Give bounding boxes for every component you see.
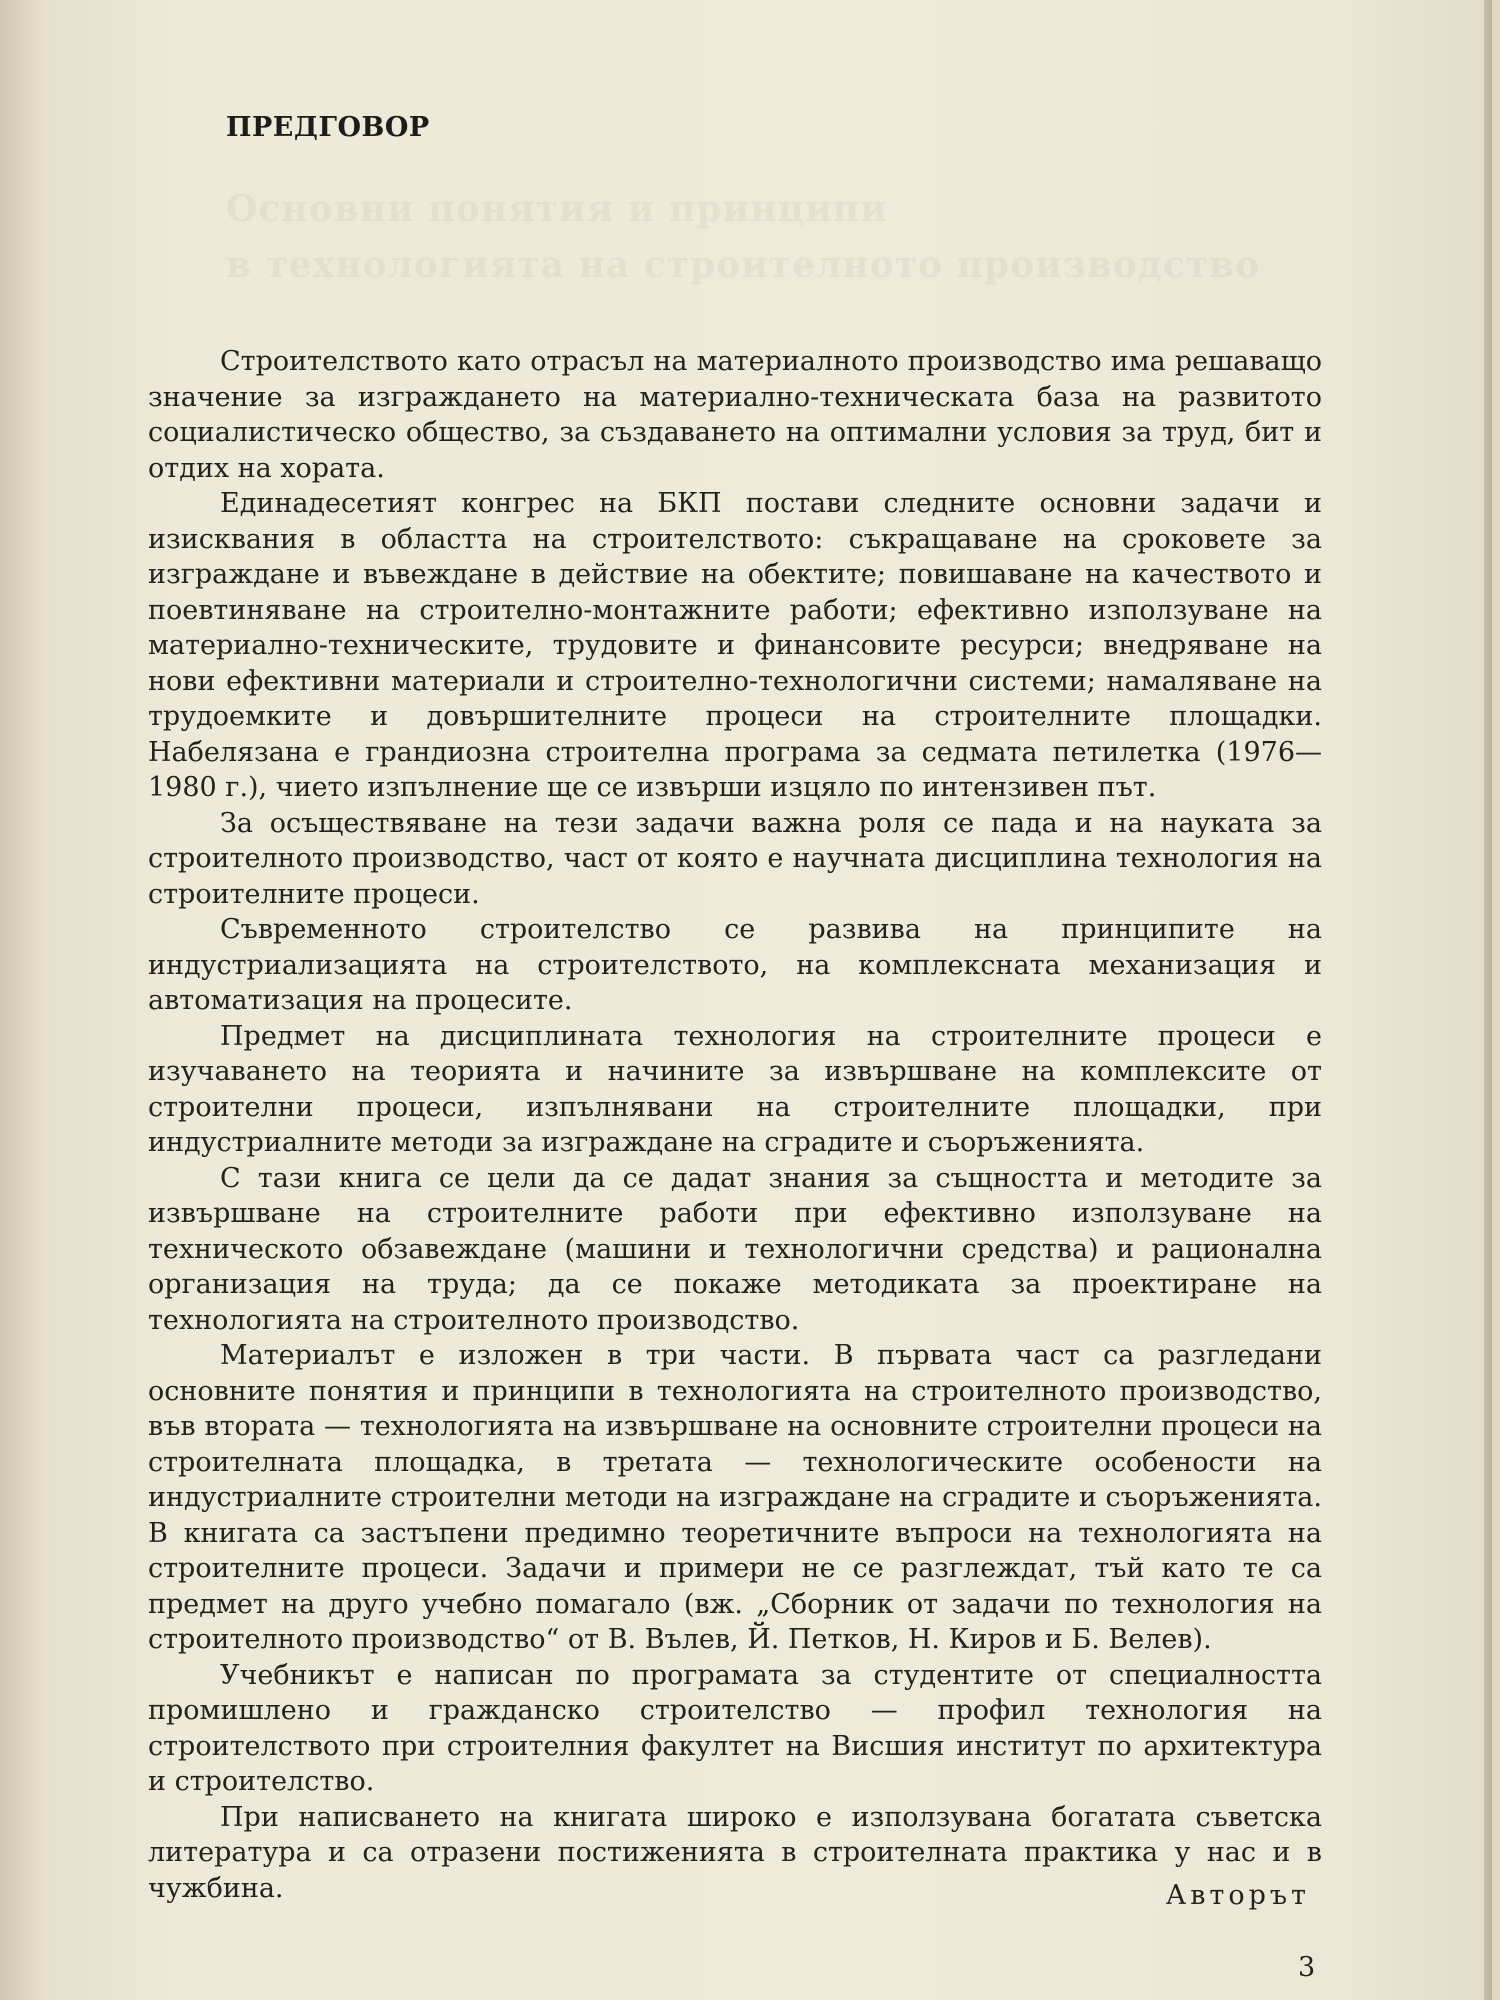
page-title: ПРЕДГОВОР [226, 112, 430, 143]
paragraph: Материалът е изложен в три части. В първата част са разгледани основните понятия и принципи в технологията на строителното производство, във втората — технологията на извършване на основните строителни процеси на строителната площадка, в третата — технологическите особености на индустриалните строителни методи на изграждане на сградите и съоръженията. В книгата са застъпени предимно теоретичните въпроси на технологията на строителните процеси. Задачи и примери не се разглеждат, тъй като те са предмет на друго учебно помагало (вж. „Сборник от задачи по технология на строителното производство“ от В. Вълев, Й. Петков, Н. Киров и Б. Велев). [148, 1340, 1322, 1655]
paragraph: Съвременното строителство се развива на принципите на индустриализацията на строителството, на комплексната механизация и автоматизация на процесите. [148, 914, 1322, 1016]
paragraph: Учебникът е написан по програмата за студентите от специалността промишлено и гражданско строителство — профил технология на строителството при строителния факултет на Висшия институт по архитектура и строителство. [148, 1659, 1322, 1797]
show-through-text [226, 244, 1260, 286]
paragraph: Строителството като отрасъл на материалното производство има решаващо значение за изграждането на материално-техническата база на развитото социалистическо общество, за създаването на оптимални условия за труд, бит и отдих на хората. [148, 346, 1322, 484]
paragraph: За осъществяване на тези задачи важна роля се пада и на науката за строителното производство, част от която е научната дисциплина технология на строителните процеси. [148, 807, 1322, 910]
paragraph: С тази книга се цели да се дадат знания за същността и методите за извършване на строителните работи при ефективно използуване на техническото обзавеждане (машини и технологични средства) и рационална организация на труда; да се покаже методиката за проектиране на технологията на строителното производство. [148, 1162, 1322, 1336]
page-number: 3 [1298, 1952, 1316, 1983]
author-signature: Авторът [1165, 1880, 1310, 1911]
page-edge [1484, 0, 1492, 2000]
preface-body [148, 344, 1322, 1906]
show-through-text [226, 188, 888, 230]
paragraph: Предмет на дисциплината технология на строителните процеси е изучаването на теорията и начините за извършване на комплексите от строителни процеси, изпълнявани на строителните площадки, при индустриалните методи за изграждане на сградите и съоръженията. [148, 1020, 1322, 1158]
paragraph: Единадесетият конгрес на БКП постави следните основни задачи и изисквания в областта на строителството: съкращаване на сроковете за изграждане и въвеждане в действие на обектите; повишаване на качеството и поевтиняване на строително-монтажните работи; ефективно използуване на материално-техническите, трудовите и финансовите ресурси; внедряване на нови ефективни материали и строително-технологични системи; намаляване на трудоемките и довършителните процеси на строителните площадки. Набелязана е грандиозна строителна програма за седмата петилетка (1976—1980 г.), чието изпълнение ще се извърши изцяло по интензивен път. [148, 488, 1322, 803]
paragraph: При написването на книгата широко е използувана богатата съветска литература и са отразени постиженията в строителната практика у нас и в чужбина. [148, 1801, 1322, 1904]
